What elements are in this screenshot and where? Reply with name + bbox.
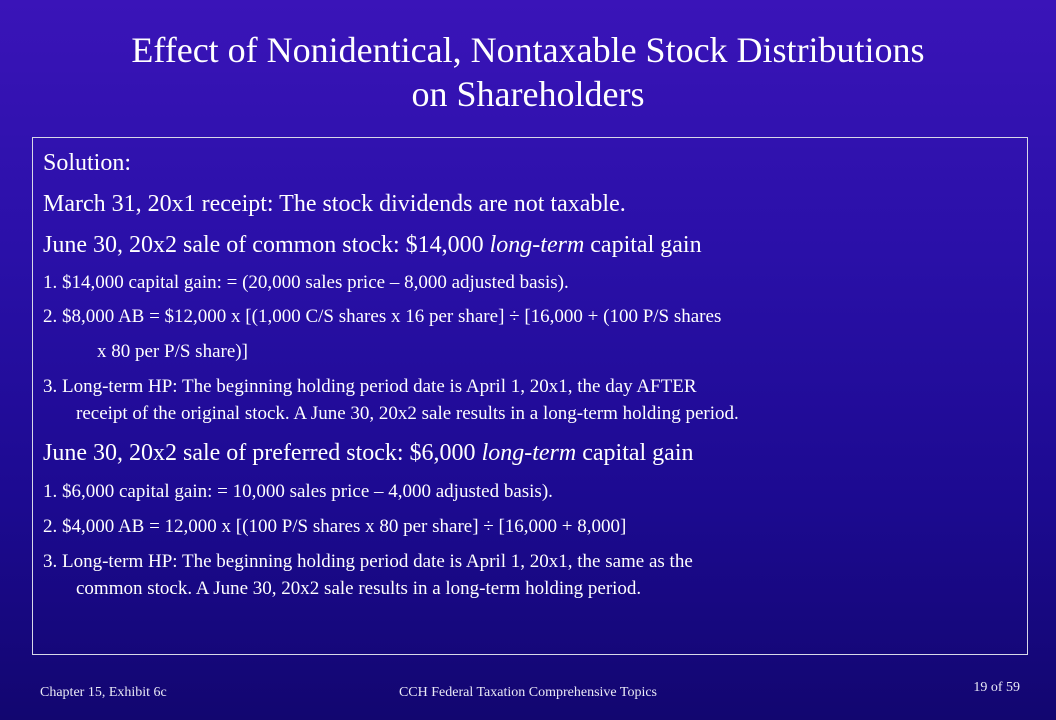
- footer-chapter: Chapter 15, Exhibit 6c: [40, 685, 167, 700]
- solution-label: Solution:: [43, 150, 132, 176]
- common-heading-text: June 30, 20x2 sale of common stock: $14,000: [43, 232, 490, 258]
- common-heading-emphasis: long-term: [489, 232, 585, 258]
- common-item-2: 2. $8,000 AB = $12,000 x [(1,000 C/S shares x 16 per share] ÷ [16,000 + (100 P/S shares: [43, 306, 722, 327]
- preferred-item-3-continued: common stock. A June 30, 20x2 sale results in a long-term holding period.: [76, 578, 642, 599]
- preferred-item-1: 1. $6,000 capital gain: = 10,000 sales price – 4,000 adjusted basis).: [43, 481, 553, 502]
- common-item-3-continued: receipt of the original stock. A June 30, 20x2 sale results in a long-term holding period.: [76, 403, 739, 424]
- title-line-2: on Shareholders: [411, 74, 645, 114]
- preferred-item-3: 3. Long-term HP: The beginning holding period date is April 1, 20x1, the same as the: [43, 551, 693, 572]
- common-item-3: 3. Long-term HP: The beginning holding period date is April 1, 20x1, the day AFTER: [43, 376, 697, 397]
- common-heading-suffix: capital gain: [584, 232, 702, 258]
- footer-course-title: CCH Federal Taxation Comprehensive Topics: [398, 685, 658, 700]
- common-item-1: 1. $14,000 capital gain: = (20,000 sales price – 8,000 adjusted basis).: [43, 272, 569, 293]
- common-item-2-continued: x 80 per P/S share)]: [97, 341, 248, 362]
- title-line-1: Effect of Nonidentical, Nontaxable Stock Distributions: [131, 30, 925, 70]
- slide-title: [0, 28, 1056, 116]
- footer-page-number: 19 of 59: [973, 680, 1020, 695]
- pref-heading-emphasis: long-term: [481, 440, 577, 466]
- common-stock-heading: [43, 232, 702, 259]
- preferred-stock-heading: [43, 440, 694, 467]
- preferred-item-2: 2. $4,000 AB = 12,000 x [(100 P/S shares x 80 per share] ÷ [16,000 + 8,000]: [43, 516, 627, 537]
- march-receipt-line: March 31, 20x1 receipt: The stock dividends are not taxable.: [43, 191, 626, 217]
- pref-heading-suffix: capital gain: [576, 440, 694, 466]
- pref-heading-text: June 30, 20x2 sale of preferred stock: $6,000: [43, 440, 482, 466]
